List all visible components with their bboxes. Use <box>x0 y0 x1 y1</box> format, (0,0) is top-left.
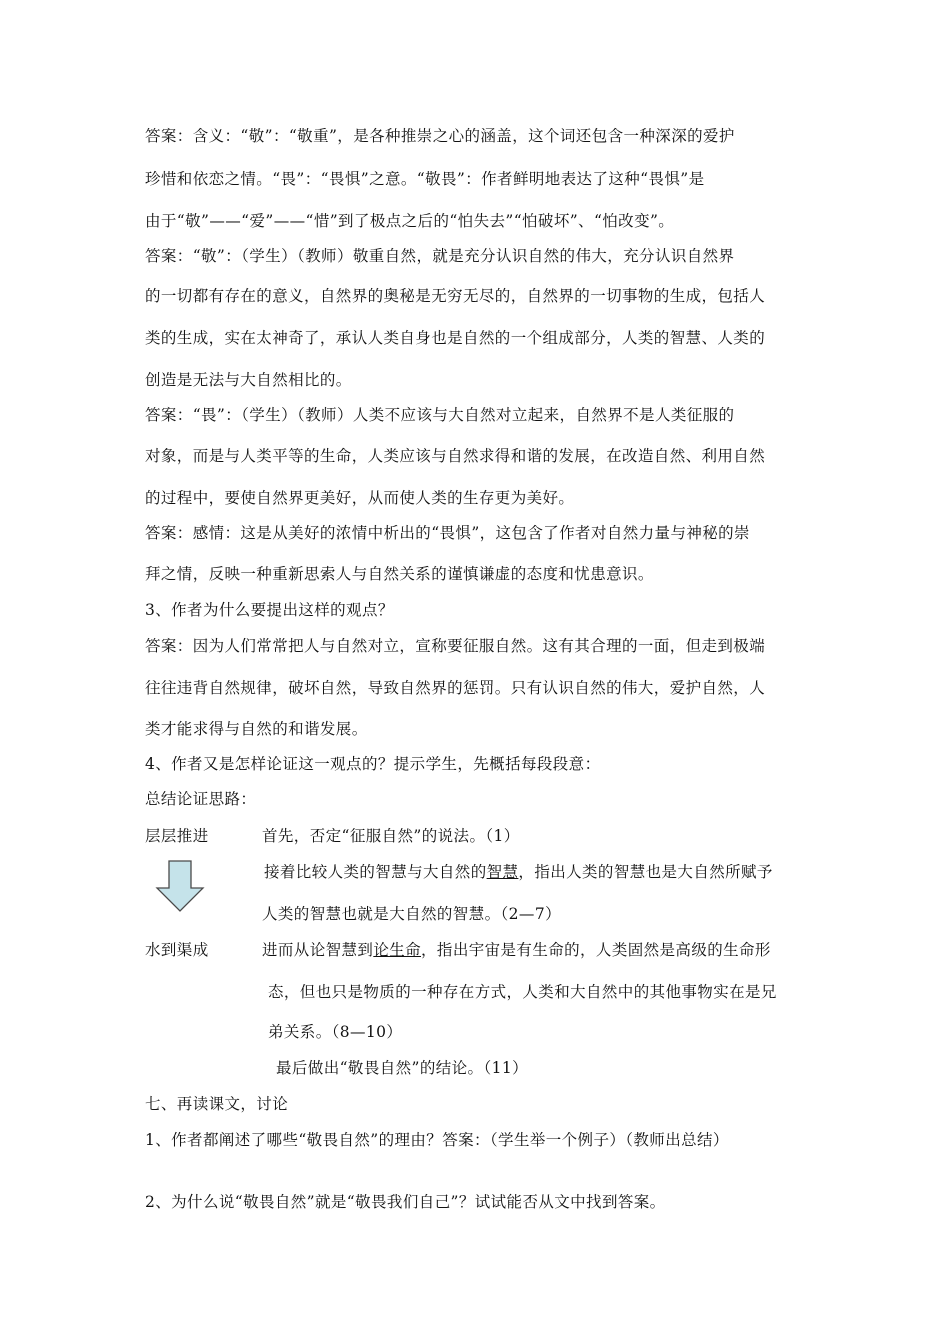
answer-line-5: 的一切都有存在的意义，自然界的奥秘是无穷无尽的，自然界的一切事物的生成，包括人 <box>145 287 766 305</box>
answer-line-6: 类的生成，实在太神奇了，承认人类自身也是自然的一个组成部分，人类的智慧、人类的 <box>145 329 766 347</box>
answer-line-15: 类才能求得与自然的和谐发展。 <box>145 720 368 738</box>
answer-line-4: 答案：“敬”：（学生）（教师）敬重自然，就是充分认识自然的伟大，充分认识自然界 <box>145 247 735 265</box>
down-arrow-icon <box>155 860 205 912</box>
section-7-question-2: 2、为什么说“敬畏自然”就是“敬畏我们自己”？试试能否从文中找到答案。 <box>145 1193 666 1211</box>
outline-step-4: 最后做出“敬畏自然”的结论。（11） <box>276 1059 529 1077</box>
answer-line-3: 由于“敬”——“爱”——“惜”到了极点之后的“怕失去”“怕破坏”、“怕改变”。 <box>145 212 675 230</box>
outline-label-top: 层层推进 <box>145 827 209 845</box>
summary-heading: 总结论证思路： <box>145 790 257 808</box>
question-3: 3、作者为什么要提出这样的观点？ <box>145 601 394 619</box>
answer-line-2: 珍惜和依恋之情。“畏”：“畏惧”之意。“敬畏”：作者鲜明地表达了这种“畏惧”是 <box>145 170 705 188</box>
outline-step-2-line-2: 人类的智慧也就是大自然的智慧。（2—7） <box>262 905 561 923</box>
answer-line-7: 创造是无法与大自然相比的。 <box>145 371 352 389</box>
outline-step-3-line-3: 弟关系。（8—10） <box>268 1023 403 1041</box>
answer-line-1: 答案：含义：“敬”：“敬重”，是各种推崇之心的涵盖，这个词还包含一种深深的爱护 <box>145 127 735 145</box>
outline-step-3-line-2: 态，但也只是物质的一种存在方式，人类和大自然中的其他事物实在是兄 <box>268 983 777 1001</box>
outline-step-1: 首先，否定“征服自然”的说法。（1） <box>262 827 520 845</box>
outline-label-bottom: 水到渠成 <box>145 941 209 959</box>
answer-line-14: 往往违背自然规律，破坏自然，导致自然界的惩罚。只有认识自然的伟大，爱护自然，人 <box>145 679 766 697</box>
section-7-question-1: 1、作者都阐述了哪些“敬畏自然”的理由？答案：（学生举一个例子）（教师出总结） <box>145 1131 729 1149</box>
answer-line-9: 对象，而是与人类平等的生命，人类应该与自然求得和谐的发展，在改造自然、利用自然 <box>145 447 766 465</box>
answer-line-11: 答案：感情：这是从美好的浓情中析出的“畏惧”，这包含了作者对自然力量与神秘的崇 <box>145 524 750 542</box>
outline-step-3 <box>262 940 822 960</box>
answer-line-12: 拜之情，反映一种重新思索人与自然关系的谨慎谦虚的态度和忧患意识。 <box>145 565 654 583</box>
outline-step-3-underlined: 论生命 <box>373 941 422 959</box>
question-4: 4、作者又是怎样论证这一观点的？提示学生，先概括每段段意： <box>145 755 601 773</box>
section-7-heading: 七、再读课文，讨论 <box>145 1095 289 1113</box>
answer-line-13: 答案：因为人们常常把人与自然对立，宣称要征服自然。这有其合理的一面，但走到极端 <box>145 637 766 655</box>
answer-line-8: 答案：“畏”：（学生）（教师）人类不应该与大自然对立起来，自然界不是人类征服的 <box>145 406 735 424</box>
outline-step-2-underlined: 智慧 <box>486 863 519 881</box>
outline-step-2 <box>264 862 824 882</box>
outline-step-2-post: ，指出人类的智慧也是大自然所赋予 <box>518 863 773 881</box>
answer-line-10: 的过程中，要使自然界更美好，从而使人类的生存更为美好。 <box>145 489 575 507</box>
outline-step-2-pre: 接着比较人类的智慧与大自然的 <box>264 863 487 881</box>
outline-step-3-pre: 进而从论智慧到 <box>262 941 374 959</box>
outline-step-3-post: ，指出宇宙是有生命的，人类固然是高级的生命形 <box>421 941 771 959</box>
